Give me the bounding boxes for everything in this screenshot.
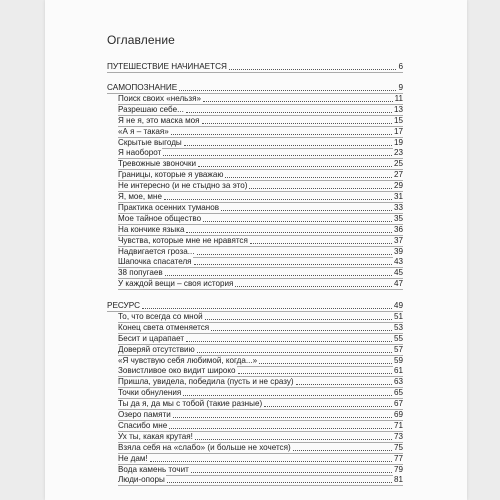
toc-entry-title: На кончике языка — [118, 224, 185, 234]
toc-entry — [118, 225, 403, 236]
toc-entry-title: Я наоборот — [118, 148, 162, 158]
toc-entry — [118, 323, 403, 334]
book-page — [45, 0, 467, 500]
toc-entry — [118, 334, 403, 345]
dot-leader — [238, 371, 392, 374]
toc-page-number: 73 — [393, 431, 403, 441]
dot-leader — [142, 306, 392, 309]
toc-entry — [118, 399, 403, 410]
toc-page-number: 77 — [393, 453, 403, 463]
dot-leader — [186, 339, 392, 342]
toc-page-number: 31 — [393, 192, 403, 201]
toc-entry-title: «А я – такая» — [118, 126, 169, 136]
toc-entry-title: Люди-опоры — [118, 475, 165, 485]
toc-entry-title: Конец света отменяется — [118, 322, 210, 332]
dot-leader — [225, 175, 392, 178]
dot-leader — [249, 186, 392, 189]
dot-leader — [203, 99, 393, 102]
toc-entry — [118, 454, 403, 465]
dot-leader — [169, 426, 392, 429]
toc-entry-title: Зовистливое око видит широко — [118, 366, 236, 376]
toc-entry — [118, 203, 403, 214]
toc-entry-title: Чувства, которые мне не нравятся — [118, 235, 248, 245]
toc-page-number: 43 — [393, 257, 403, 267]
toc-entry — [118, 279, 403, 290]
dot-leader — [211, 328, 392, 331]
toc-entry — [118, 236, 403, 247]
toc-entry-title: Пришла, увидела, победила (пусть и не сразу) — [118, 377, 294, 387]
toc-page-number: 49 — [393, 301, 403, 310]
toc-entry-title: Не интересно (и не стыдно за это) — [118, 181, 248, 191]
toc-entry — [118, 377, 403, 388]
dot-leader — [197, 350, 392, 353]
toc-page-number: 51 — [393, 311, 403, 321]
toc-entry-title: Озеро памяти — [118, 410, 171, 419]
toc-page-number: 69 — [393, 410, 403, 419]
toc-entry-title: Спасибо мне — [118, 420, 168, 430]
toc-page-number: 45 — [393, 268, 403, 278]
toc-page-number: 71 — [393, 420, 403, 430]
toc-page-number: 39 — [393, 246, 403, 256]
toc-entry-title: Точки обнуления — [118, 388, 182, 398]
dot-leader — [186, 230, 392, 233]
dot-leader — [184, 143, 392, 146]
toc-page-number: 19 — [393, 137, 403, 147]
table-of-contents — [45, 0, 467, 500]
dot-leader — [250, 241, 392, 244]
toc-page-number: 55 — [393, 333, 403, 343]
toc-page-number: 35 — [393, 213, 403, 223]
toc-page-number: 79 — [393, 464, 403, 474]
toc-page-number: 63 — [393, 377, 403, 387]
toc-entry — [118, 356, 403, 367]
toc-page-number: 59 — [393, 355, 403, 365]
toc-entry — [118, 475, 403, 486]
toc-entry-title: То, что всегда со мной — [118, 311, 203, 321]
toc-page-number: 33 — [393, 202, 403, 212]
toc-entry-title: Практика осенних туманов — [118, 202, 220, 212]
toc-entry-title: РЕСУРС — [107, 301, 141, 310]
toc-section — [107, 83, 403, 94]
dot-leader — [164, 197, 392, 200]
toc-page-number: 75 — [393, 442, 403, 452]
dot-leader — [186, 110, 392, 113]
dot-leader — [195, 437, 392, 440]
toc-page-number: 25 — [393, 159, 403, 169]
toc-entry — [118, 116, 403, 127]
toc-entry-title: Надвигается гроза... — [118, 246, 195, 256]
toc-page-number: 6 — [398, 62, 403, 71]
toc-page-number: 53 — [393, 322, 403, 332]
toc-heading: Оглавление — [107, 33, 175, 47]
toc-entry-title: 38 попугаев — [118, 268, 163, 278]
toc-entry-title: Я не я, это маска моя — [118, 115, 200, 125]
toc-page-number: 47 — [393, 279, 403, 289]
toc-page-number: 17 — [393, 126, 403, 136]
dot-leader — [293, 448, 392, 451]
toc-entry-title: Тревожные звоночки — [118, 159, 197, 169]
toc-entry-title: «Я чувствую себя любимой, когда...» — [118, 355, 258, 365]
toc-section — [107, 62, 403, 73]
dot-leader — [197, 252, 392, 255]
toc-page-number: 57 — [393, 344, 403, 354]
dot-leader — [179, 88, 396, 91]
toc-entry — [118, 345, 403, 356]
toc-entry — [118, 410, 403, 421]
toc-page-number: 67 — [393, 399, 403, 409]
toc-entry-title: САМОПОЗНАНИЕ — [107, 83, 178, 92]
toc-section — [107, 301, 403, 312]
toc-entry — [118, 192, 403, 203]
dot-leader — [150, 459, 392, 462]
toc-page-number: 81 — [393, 475, 403, 485]
toc-entry-title: Я, мое, мне — [118, 192, 162, 201]
toc-entry — [118, 432, 403, 443]
toc-entry-title: Скрытые выгоды — [118, 137, 182, 147]
dot-leader — [183, 393, 392, 396]
toc-entry-title: Бесит и царапает — [118, 333, 185, 343]
dot-leader — [203, 219, 392, 222]
toc-entry-title: Шапочка спасателя — [118, 257, 192, 267]
dot-leader — [163, 153, 392, 156]
toc-page-number: 65 — [393, 388, 403, 398]
dot-leader — [259, 361, 392, 364]
toc-entry — [118, 170, 403, 181]
toc-entry-title: Ух ты, какая крутая! — [118, 431, 193, 441]
dot-leader — [171, 132, 392, 135]
dot-leader — [235, 284, 392, 287]
toc-entry-title: Разрешаю себе... — [118, 104, 184, 114]
dot-leader — [167, 480, 392, 483]
toc-entry — [118, 214, 403, 225]
toc-entry — [118, 159, 403, 170]
toc-entry — [118, 138, 403, 149]
dot-leader — [221, 208, 392, 211]
toc-entry-title: Вода камень точит — [118, 464, 189, 474]
toc-entry — [118, 312, 403, 323]
dot-leader — [191, 470, 392, 473]
toc-entry — [118, 443, 403, 454]
toc-entry-title: ПУТЕШЕСТВИЕ НАЧИНАЕТСЯ — [107, 62, 227, 71]
toc-entry — [118, 388, 403, 399]
dot-leader — [173, 415, 392, 418]
toc-entry — [118, 94, 403, 105]
toc-page-number: 37 — [393, 235, 403, 245]
dot-leader — [229, 67, 396, 70]
toc-entry — [118, 257, 403, 268]
toc-entry — [118, 465, 403, 476]
toc-entry — [118, 105, 403, 116]
toc-entry — [118, 148, 403, 159]
dot-leader — [296, 382, 392, 385]
toc-entry — [118, 127, 403, 138]
toc-entry — [118, 366, 403, 377]
toc-entry — [118, 247, 403, 258]
toc-entry — [118, 268, 403, 279]
toc-page-number: 13 — [393, 104, 403, 114]
dot-leader — [194, 262, 392, 265]
toc-entry — [118, 421, 403, 432]
toc-page-number: 9 — [398, 83, 403, 92]
toc-entry-title: Поиск своих «нельзя» — [118, 93, 201, 103]
toc-page-number: 29 — [393, 181, 403, 191]
toc-page-number: 11 — [394, 93, 403, 103]
dot-leader — [202, 121, 392, 124]
dot-leader — [198, 164, 392, 167]
dot-leader — [165, 273, 392, 276]
toc-page-number: 15 — [393, 115, 403, 125]
toc-page-number: 23 — [393, 148, 403, 158]
toc-entry-title: Доверяй отсутствию — [118, 344, 195, 354]
toc-entry-title: У каждой вещи – своя история — [118, 279, 234, 289]
toc-entry-title: Ты да я, да мы с тобой (такие разные) — [118, 399, 263, 409]
toc-entry-title: Границы, которые я уважаю — [118, 170, 224, 180]
toc-entry-title: Не дам! — [118, 453, 148, 463]
toc-page-number: 61 — [393, 366, 403, 376]
toc-page-number: 36 — [393, 224, 403, 234]
toc-entry-title: Взяла себя на «слабо» (и больше не хочется) — [118, 442, 291, 452]
toc-page-number: 27 — [393, 170, 403, 180]
dot-leader — [205, 317, 392, 320]
toc-entry — [118, 181, 403, 192]
dot-leader — [264, 404, 392, 407]
toc-entry-title: Мое тайное общество — [118, 213, 202, 223]
